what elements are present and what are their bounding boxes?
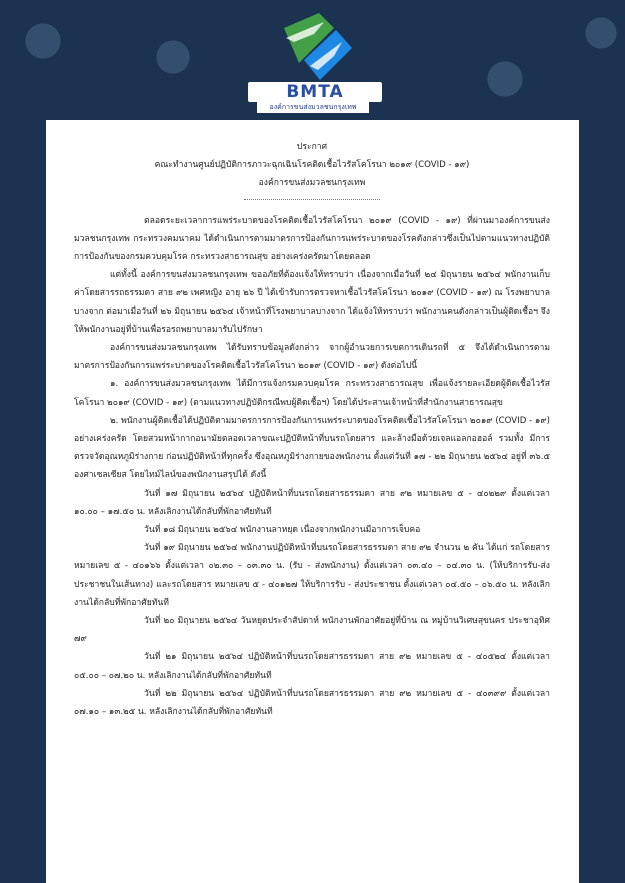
announcement-org: องค์การขนส่งมวลชนกรุงเทพ: [258, 178, 366, 189]
virus-icon: [140, 24, 206, 90]
timeline-item: วันที่ ๒๐ มิถุนายน ๒๕๖๔ วันหยุดประจำสัปดาห์ พนักงานพักอาศัยอยู่ที่บ้าน ณ หมู่บ้านวิเศษสุขนคร ประชาอุทิศ ๗๙: [74, 616, 550, 645]
logo-text: BMTA: [248, 82, 382, 102]
spacer: [74, 204, 550, 212]
timeline-item: วันที่ ๑๘ มิถุนายน ๒๕๖๔ พนักงานลาหยุด เนื่องจากพนักงานมีอาการเจ็บคอ: [144, 525, 421, 536]
timeline-item: วันที่ ๒๑ มิถุนายน ๒๕๖๔ ปฏิบัติหน้าที่บนรถโดยสารธรรมดา สาย ๙๒ หมายเลข ๕ - ๔๐๕๒๔ ตั้งแต่เวลา ๐๕.๐๐ – ๐๗.๒๐ น. หลังเลิกงานได้กลับที่พักอาศัยทันที: [74, 652, 550, 681]
paragraph: แต่ทั้งนี้ องค์การขนส่งมวลชนกรุงเทพ ขออภัยที่ต้องแจ้งให้ทราบว่า เนื่องจากเมื่อวันที่ ๒๔ มิถุนายน ๒๕๖๔ พนักงานเก็บค่าโดยสารรถธรรมดา สาย ๙๒ เพศหญิง อายุ ๒๖ ปี ได้เข้ารับการตรวจหาเชื้อไวรัสโคโรนา ๒๐๑๙ (COVID - ๑๙) ณ โรงพยาบาลบางจาก ต่อมาเมื่อวันที่ ๒๖ มิถุนายน ๒๕๖๔ เจ้าหน้าที่โรงพยาบาลบางจาก ได้แจ้งให้ทราบว่า พนักงานคนดังกล่าวเป็นผู้ติดเชื้อฯ จึงให้พนักงานอยู่ที่บ้านเพื่อรอรถพยาบาลมารับไปรักษา: [74, 270, 550, 335]
timeline-item: วันที่ ๑๙ มิถุนายน ๒๕๖๔ พนักงานปฏิบัติหน้าที่บนรถโดยสารธรรมดา สาย ๙๒ จำนวน ๒ คัน ได้แก่ รถโดยสาร หมายเลข ๕ - ๔๐๑๖๖ ตั้งแต่เวลา ๐๒.๓๐ – ๐๓.๓๐ น. (รับ - ส่งพนักงาน) ตั้งแต่เวลา ๐๓.๔๐ – ๐๔.๓๐ น. (ให้บริการรับ-ส่งประชาชนในเส้นทาง) และรถโดยสาร หมายเลข ๕ - ๔๐๑๒๗ ให้บริการรับ - ส่งประชาชน ตั้งแต่เวลา ๐๔.๕๐ – ๐๖.๕๐ น. หลังเลิกงานได้กลับที่พักอาศัยทันที: [74, 543, 550, 608]
paragraph: ๑. องค์การขนส่งมวลชนกรุงเทพ ได้มีการแจ้งกรมควบคุมโรค กระทรวงสาธารณสุข เพื่อแจ้งรายละเอียดผู้ติดเชื้อไวรัสโคโรนา ๒๐๑๙ (COVID - ๑๙) (ตามแนวทางปฏิบัติกรณีพบผู้ติดเชื้อฯ) โดยได้ประสานเจ้าหน้าที่สำนักงานสาธารณสุข: [74, 379, 550, 408]
divider: [244, 193, 380, 200]
announcement-paper: [46, 120, 579, 883]
paragraph: ตลอดระยะเวลาการแพร่ระบาดของโรคติดเชื้อไวรัสโคโรนา ๒๐๑๙ (COVID - ๑๙) ที่ผ่านมาองค์การขนส่งมวลชนกรุงเทพ กระทรวงคมนาคม ได้ดำเนินการตามมาตรการป้องกันการแพร่ระบาดของโรคดังกล่าวซึ่งเป็นไปตามแนวทางปฏิบัติการป้องกันของกรมควบคุมโรค กระทรวงสาธารณสุข อย่างเคร่งครัดมาโดยตลอด: [74, 215, 550, 263]
virus-icon: [570, 2, 625, 64]
logo-subtitle: องค์การขนส่งมวลชนกรุงเทพ: [257, 102, 369, 113]
timeline-item: วันที่ ๑๗ มิถุนายน ๒๕๖๔ ปฏิบัติหน้าที่บนรถโดยสารธรรมดา สาย ๙๒ หมายเลข ๕ - ๔๐๒๒๙ ตั้งแต่เวลา ๑๐.๐๐ – ๑๗.๕๐ น. หลังเลิกงานได้กลับที่พักอาศัยทันที: [74, 488, 550, 517]
virus-icon: [470, 44, 540, 114]
announcement-content: [74, 138, 550, 721]
paragraph: ๒. พนักงานผู้ติดเชื้อได้ปฏิบัติตามมาตรการการป้องกันการแพร่ระบาดของโรคติดเชื้อไวรัสโคโรนา ๒๐๑๙ (COVID - ๑๙) อย่างเคร่งครัด โดยสวมหน้ากากอนามัยตลอดเวลาขณะปฏิบัติหน้าที่บนรถโดยสาร และล้างมือด้วยเจลแอลกอฮอล์ รวมทั้ง มีการตรวจวัดอุณหภูมิร่างกาย ก่อนปฏิบัติหน้าที่ทุกครั้ง ซึ่งอุณหภูมิร่างกายของพนักงาน ตั้งแต่วันที่ ๑๗ - ๒๒ มิถุนายน ๒๕๖๔ อยู่ที่ ๓๖.๕ องศาเซลเซียส โดยไทม์ไลน์ของพนักงานสรุปได้ ดังนี้: [74, 415, 550, 481]
announcement-heading: ประกาศ: [296, 142, 328, 152]
paragraph: องค์การขนส่งมวลชนกรุงเทพ ได้รับทราบข้อมูลดังกล่าว จากผู้อำนวยการเขตการเดินรถที่ ๕ จึงได้ดำเนินการตามมาตรการป้องกันการแพร่ระบาดของโรคติดเชื้อไวรัสโคโรนา ๒๐๑๙ (COVID - ๑๙) ดังต่อไปนี้: [74, 343, 550, 372]
announcement-subheading: คณะทำงานศูนย์ปฏิบัติการภาวะฉุกเฉินโรคติดเชื้อไวรัสโคโรนา ๒๐๑๙ (COVID - ๑๙): [154, 160, 470, 171]
virus-icon: [8, 6, 78, 76]
header-banner: [0, 0, 625, 118]
timeline-item: วันที่ ๒๒ มิถุนายน ๒๕๖๔ ปฏิบัติหน้าที่บนรถโดยสารธรรมดา สาย ๙๒ หมายเลข ๕ - ๔๐๓๙๙ ตั้งแต่เวลา ๐๗.๑๐ – ๑๓.๒๕ น. หลังเลิกงานได้กลับที่พักอาศัยทันที: [74, 688, 550, 718]
